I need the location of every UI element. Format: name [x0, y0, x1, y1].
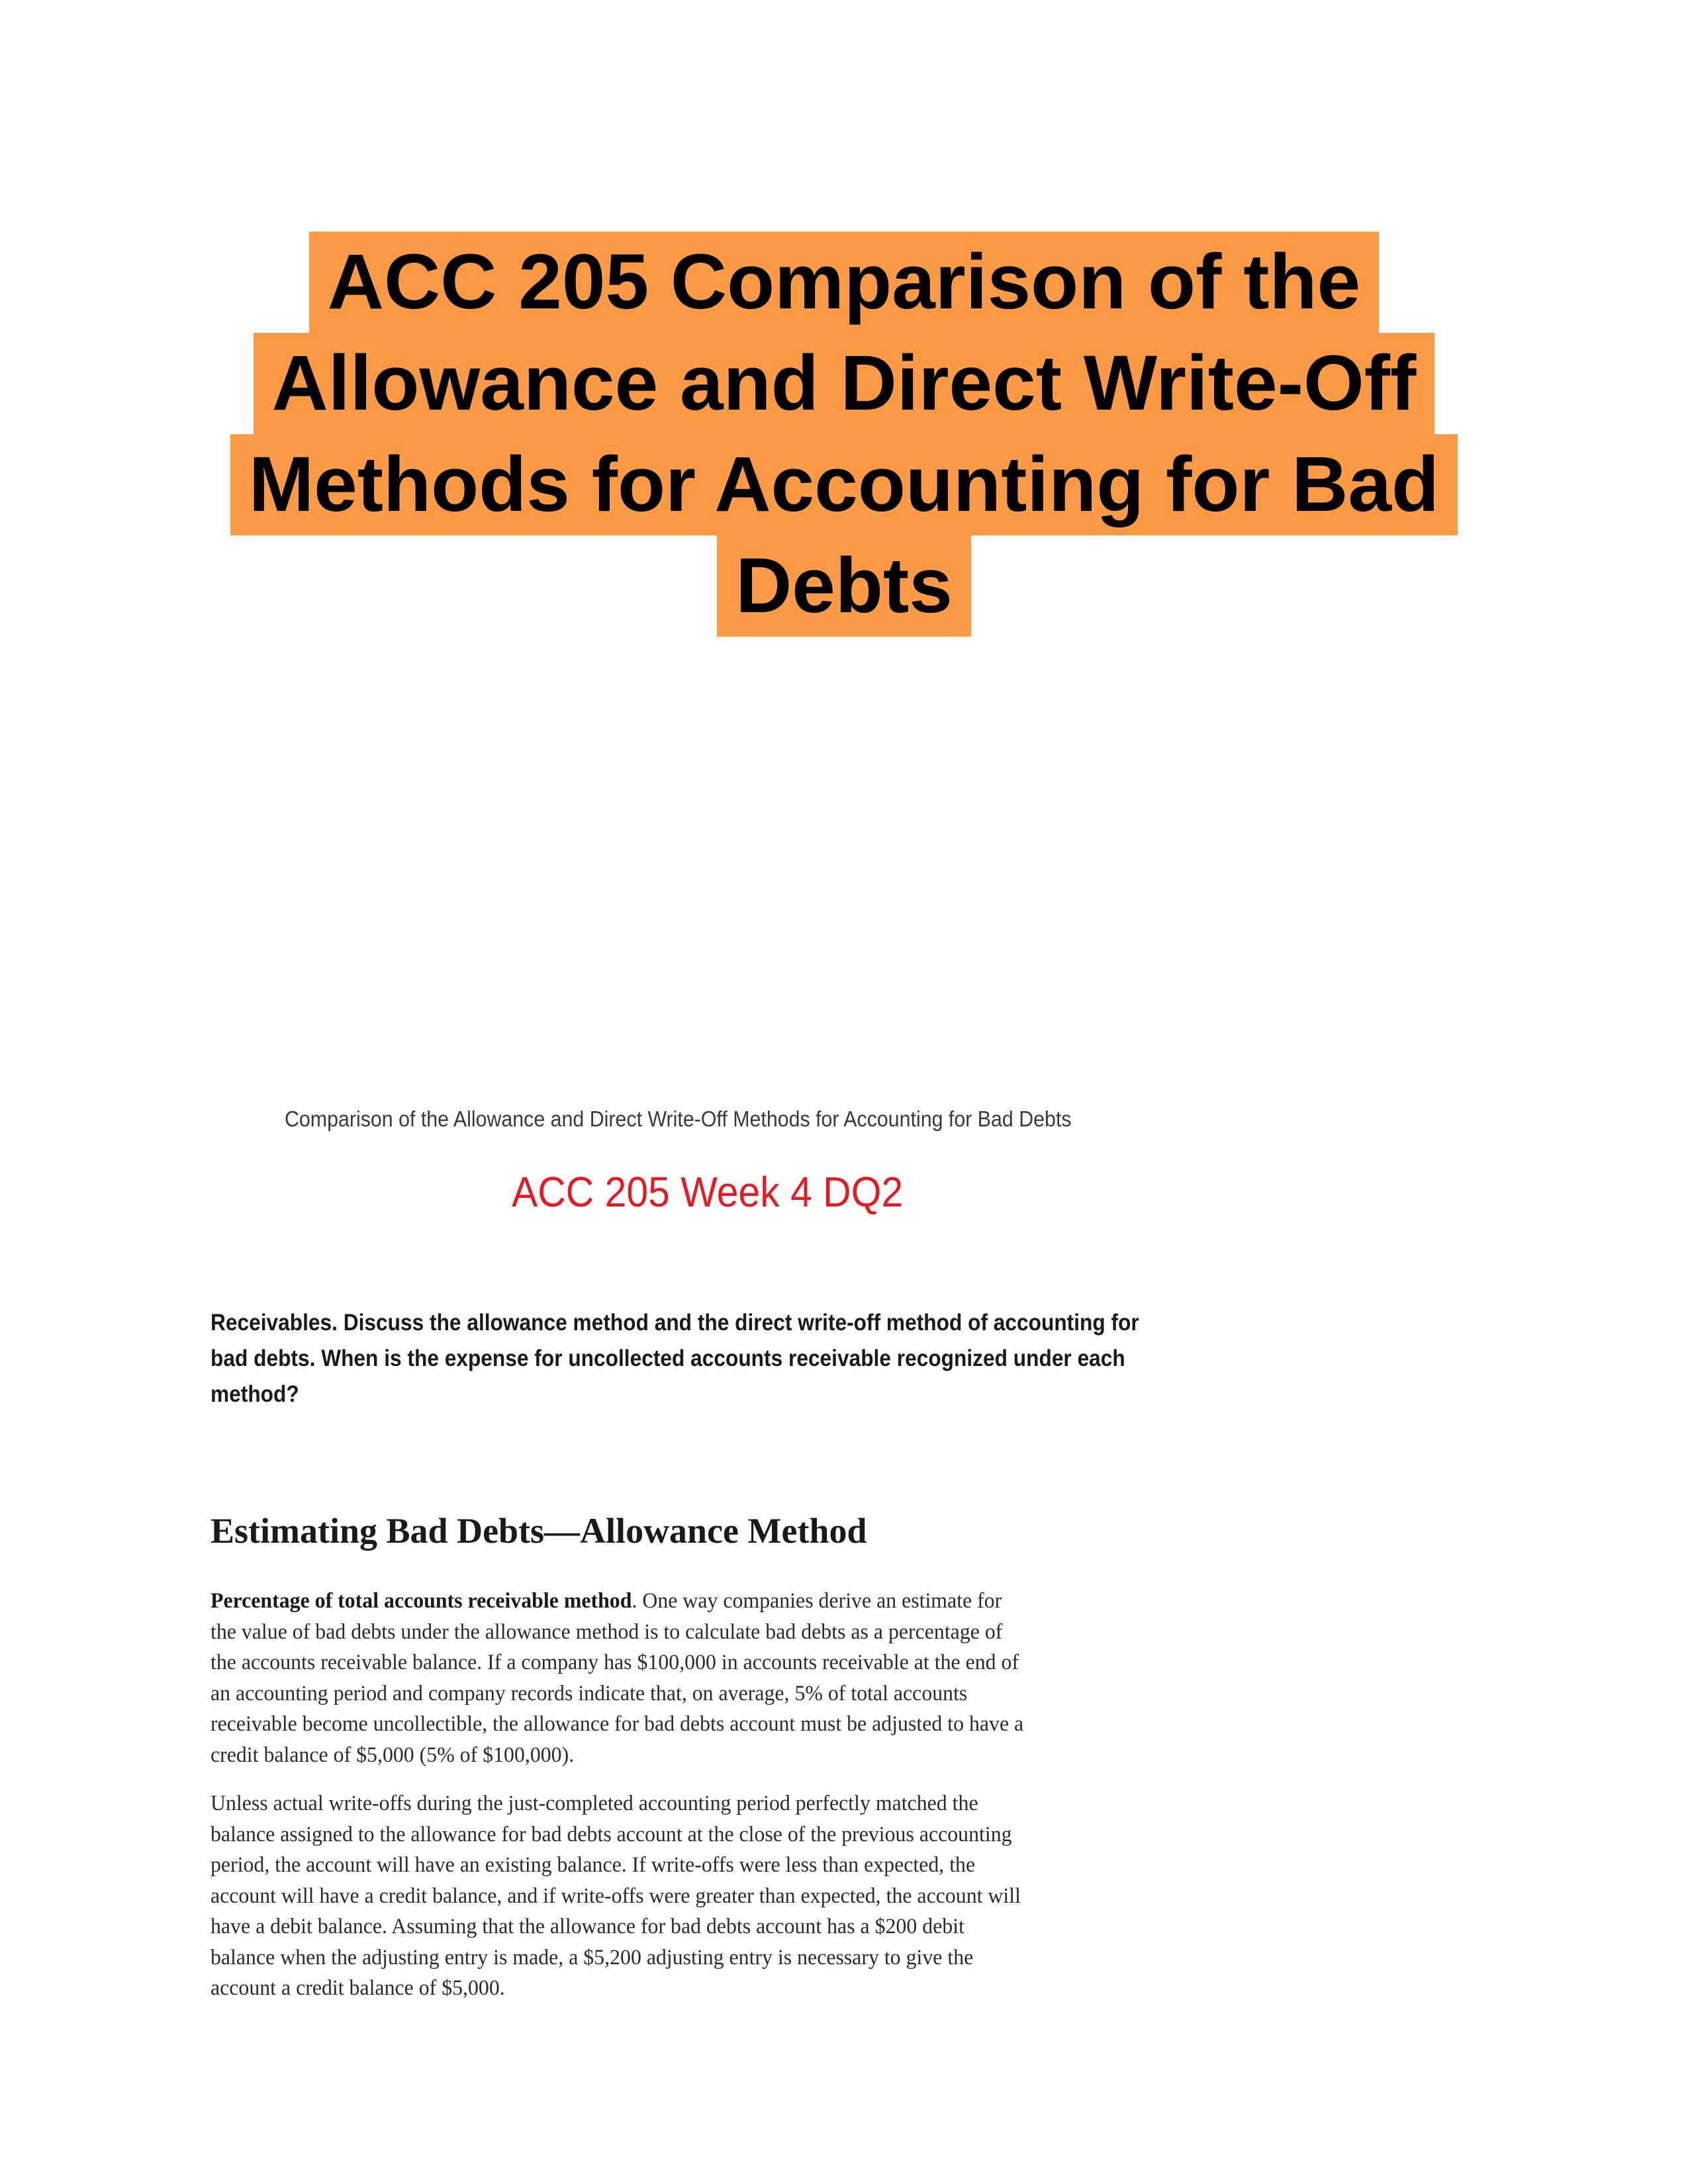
paragraph-percentage-method — [211, 1586, 1220, 1770]
paragraph-line: account a credit balance of $5,000. — [211, 1976, 505, 2000]
title-line-3: Methods for Accounting for Bad — [230, 434, 1458, 535]
week-label: ACC 205 Week 4 DQ2 — [512, 1168, 904, 1216]
paragraph-line: an accounting period and company records indicate that, on average, 5% of total accounts — [211, 1681, 968, 1706]
page-title — [199, 232, 1489, 637]
paragraph-line: credit balance of $5,000 (5% of $100,000). — [211, 1743, 575, 1767]
document-header: Comparison of the Allowance and Direct Write-Off Methods for Accounting for Bad Debts — [285, 1107, 1072, 1131]
paragraph-line: the accounts receivable balance. If a company has $100,000 in accounts receivable at the end of — [211, 1651, 1019, 1674]
title-line-2: Allowance and Direct Write-Off — [254, 333, 1435, 434]
question-line: Receivables. Discuss the allowance method and the direct write-off method of accounting for — [211, 1310, 1139, 1336]
paragraph-line: period, the account will have an existing balance. If write-offs were less than expected, the — [211, 1853, 976, 1877]
paragraph-line — [211, 1586, 1220, 1617]
paragraph-line: Unless actual write-offs during the just-completed accounting period perfectly matched the — [211, 1792, 978, 1815]
paragraph-line: balance assigned to the allowance for bad debts account at the close of the previous accounting — [211, 1822, 1012, 1846]
paragraph-line: have a debit balance. Assuming that the allowance for bad debts account has a $200 debit — [211, 1915, 964, 1938]
paragraph-lead-term: Percentage of total accounts receivable method — [211, 1589, 632, 1613]
paragraph-line: receivable become uncollectible, the allowance for bad debts account must be adjusted to have a — [211, 1712, 1024, 1736]
question-line: method? — [211, 1381, 299, 1407]
section-heading: Estimating Bad Debts—Allowance Method — [211, 1511, 867, 1551]
title-line-4: Debts — [717, 535, 971, 637]
paragraph-line: balance when the adjusting entry is made, a $5,200 adjusting entry is necessary to give the — [211, 1945, 974, 1970]
paragraph-adjusting-entry — [211, 1788, 1220, 2004]
paragraph-line: account will have a credit balance, and if write-offs were greater than expected, the account will — [211, 1884, 1021, 1908]
title-line-1: ACC 205 Comparison of the — [309, 232, 1379, 333]
question-line: bad debts. When is the expense for uncollected accounts receivable recognized under each — [211, 1345, 1125, 1371]
paragraph-line: the value of bad debts under the allowance method is to calculate bad debts as a percentage of — [211, 1619, 1003, 1644]
discussion-question — [211, 1305, 1193, 1412]
paragraph-line-text: . One way companies derive an estimate for — [632, 1589, 1002, 1613]
